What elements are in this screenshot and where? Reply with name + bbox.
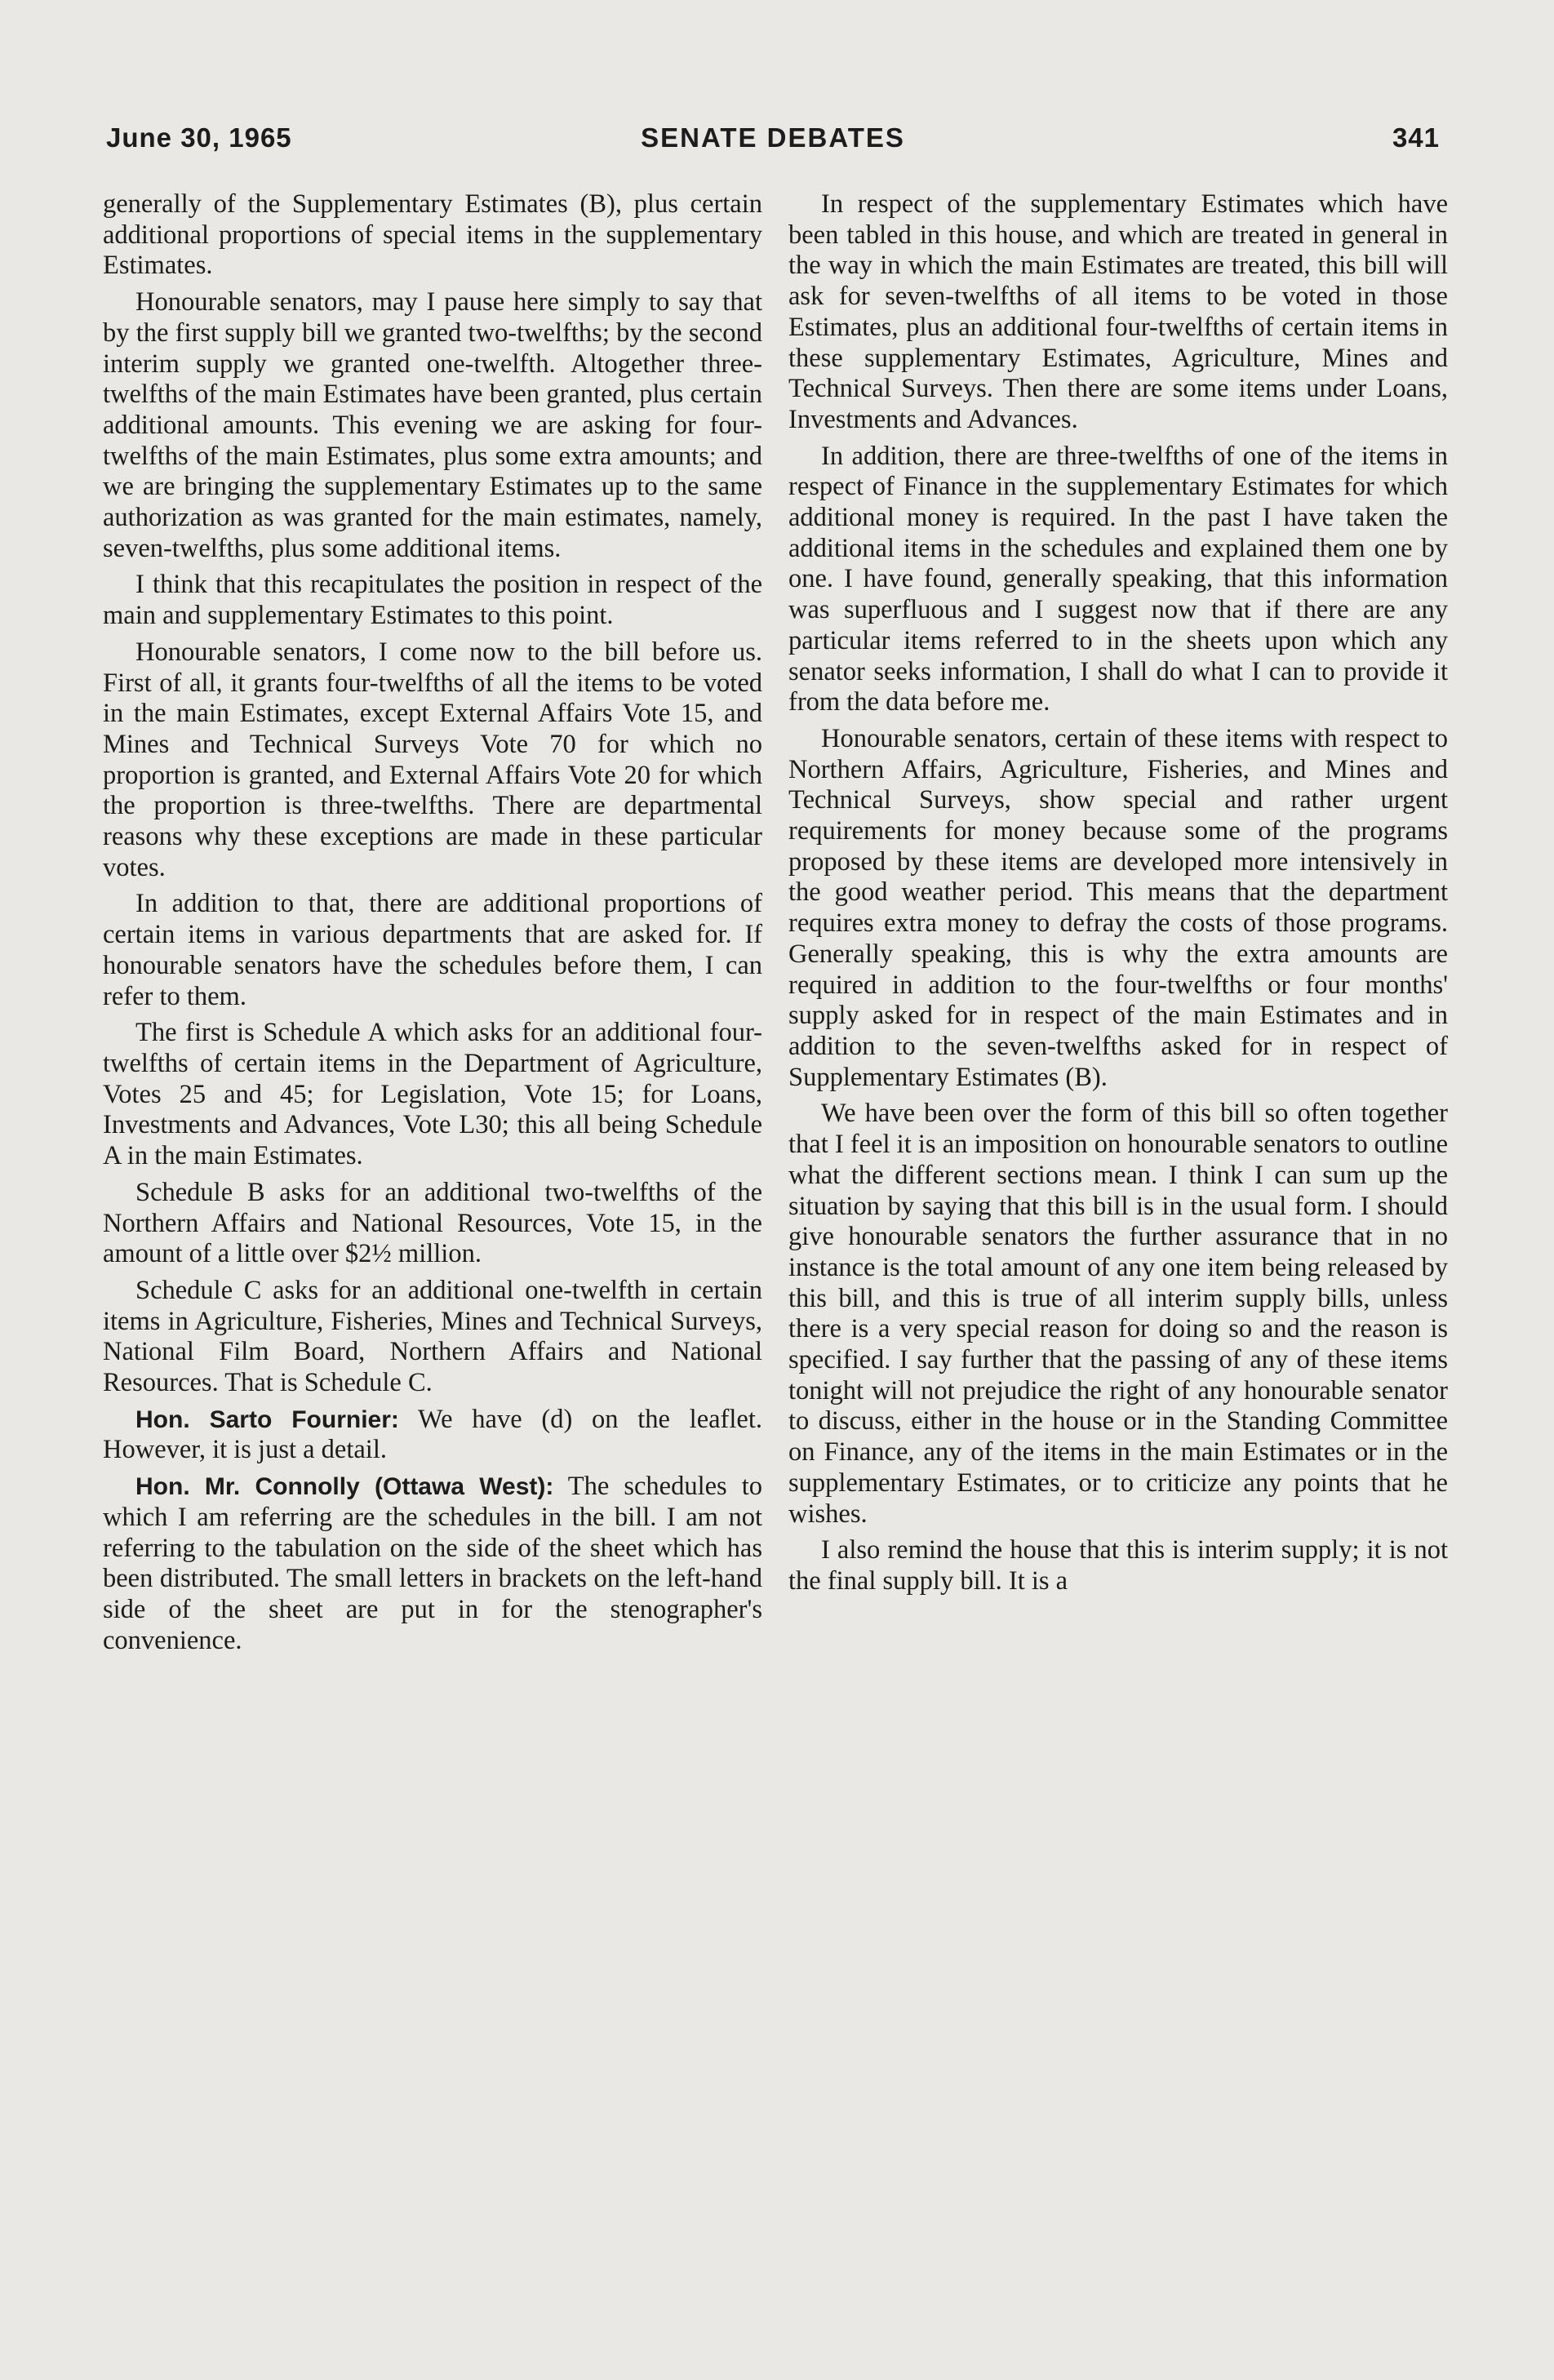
paragraph: We have been over the form of this bill so often together that I feel it is an imposition on honourable senators to outline what the different sections mean. I think I can sum up the situation by saying that this bill is in the usual form. I should give honourable senators the further assurance that in no instance is the total amount of any one item being released by this bill, and this is true of all interim supply bills, unless there is a very special reason for doing so and the reason is specified. I say further that the passing of any of these items tonight will not prejudice the right of any honourable senator to discuss, either in the house or in the Standing Committee on Finance, any of the items in the main Estimates or in the supplementary Estimates, or to criticize any points that he wishes. [788, 1099, 1448, 1529]
paragraph: In addition, there are three-twelfths of one of the items in respect of Finance in the supplementary Estimates for which additional money is required. In the past I have taken the additional items in the schedules and explained them one by one. I have found, generally speaking, that this information was superfluous and I suggest now that if there are any particular items referred to in the sheets upon which any senator seeks information, I shall do what I can to provide it from the data before me. [788, 441, 1448, 717]
paragraph: Schedule C asks for an additional one-twelfth in certain items in Agriculture, Fisheries, Mines and Technical Surveys, National Film Board, Northern Affairs and National Resources. That is Schedule C. [103, 1275, 762, 1398]
paragraph: The first is Schedule A which asks for an additional four-twelfths of certain items in the Department of Agriculture, Votes 25 and 45; for Legislation, Vote 15; for Loans, Investments and Advances, Vote L30; this all being Schedule A in the main Estimates. [103, 1018, 762, 1171]
paragraph: Honourable senators, I come now to the bill before us. First of all, it grants four-twelfths of all the items to be voted in the main Estimates, except External Affairs Vote 15, and Mines and Technical Surveys Vote 70 for which no proportion is granted, and External Affairs Vote 20 for which the proportion is three-twelfths. There are departmental reasons why these exceptions are made in these particular votes. [103, 637, 762, 882]
speaker-name: Hon. Sarto Fournier: [135, 1405, 399, 1433]
paragraph: In respect of the supplementary Estimates which have been tabled in this house, and which are treated in general in the way in which the main Estimates are treated, this bill will ask for seven-twelfths of all items to be voted in those Estimates, plus an additional four-twelfths of certain items in these supplementary Estimates, Agriculture, Mines and Technical Surveys. Then there are some items under Loans, Investments and Advances. [788, 189, 1448, 434]
paragraph: generally of the Supplementary Estimates (B), plus certain additional proportions of special items in the supplementary Estimates. [103, 189, 762, 281]
speech-text: The schedules to which I am referring are the schedules in the bill. I am not referring to the tabulation on the side of the sheet which has been distributed. The small letters in brackets on the left-hand side of the sheet are put in for the stenographer's convenience. [103, 1472, 762, 1655]
paragraph: Honourable senators, may I pause here simply to say that by the first supply bill we granted two-twelfths; by the second interim supply we granted one-twelfth. Altogether three-twelfths of the main Estimates have been granted, plus certain additional amounts. This evening we are asking for four-twelfths of the main Estimates, plus some extra amounts; and we are bringing the supplementary Estimates up to the same authorization as was granted for the main estimates, namely, seven-twelfths, plus some additional items. [103, 287, 762, 563]
paragraph: I think that this recapitulates the position in respect of the main and supplementary Estimates to this point. [103, 570, 762, 631]
paragraph: I also remind the house that this is interim supply; it is not the final supply bill. It is a [788, 1535, 1448, 1596]
header-date: June 30, 1965 [106, 122, 292, 153]
speaker-name: Hon. Mr. Connolly (Ottawa West): [135, 1473, 554, 1501]
header-page-number: 341 [1392, 122, 1440, 153]
page-header [106, 122, 1440, 171]
paragraph: In addition to that, there are additional proportions of certain items in various departments that are asked for. If honourable senators have the schedules before them, I can refer to them. [103, 889, 762, 1011]
speaker-paragraph [103, 1472, 762, 1656]
left-column [103, 189, 762, 1662]
paragraph: Honourable senators, certain of these items with respect to Northern Affairs, Agriculture, Fisheries, and Mines and Technical Surveys, show special and rather urgent requirements for money because some of the programs proposed by these items are developed more intensively in the good weather period. This means that the department requires extra money to defray the costs of those programs. Generally speaking, this is why the extra amounts are required in addition to the four-twelfths or four months' supply asked for in respect of the main Estimates and in addition to the seven-twelfths asked for in respect of Supplementary Estimates (B). [788, 723, 1448, 1092]
paragraph: Schedule B asks for an additional two-twelfths of the Northern Affairs and National Resources, Vote 15, in the amount of a little over $2½ million. [103, 1177, 762, 1269]
speech-text: We have (d) on the leaflet. However, it is just a detail. [103, 1404, 762, 1465]
speaker-paragraph [103, 1405, 762, 1466]
right-column [788, 189, 1448, 1603]
header-title: SENATE DEBATES [641, 122, 905, 153]
